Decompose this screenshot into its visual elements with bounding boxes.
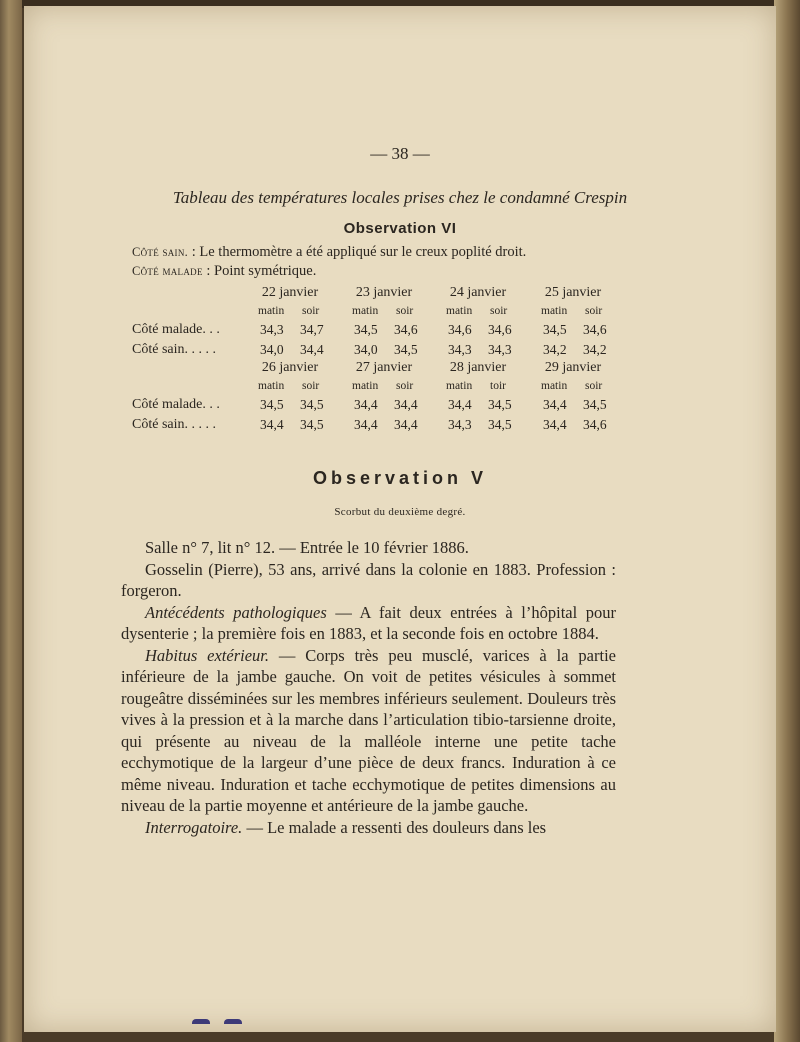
observation-vi-title: Observation VI	[343, 220, 457, 237]
antecedents-text: — A fait deux entrées à l’hôpital pour dysenterie ; la première fois en 1883, et la seconde fois en octobre 1884.	[121, 602, 616, 643]
date-header: 24 janvier	[449, 285, 507, 300]
temperature-value: 34,3	[260, 322, 284, 337]
temperature-value: 34,5	[543, 322, 567, 337]
soir-header: soir	[396, 380, 414, 392]
book-page	[24, 6, 776, 1032]
temperature-value: 34,4	[543, 417, 567, 432]
bottom-ink-marks	[192, 1018, 252, 1024]
habitus-text: — Corps très peu musclé, varices à la partie inférieure de la jambe gauche. On voit de petites vésicules à sommet rougeâtre disséminées sur les membres inférieurs seulement. Douleurs très vives à la pression et à la marche dans l’articulation tibio-tarsienne droite, qui présente au niveau de la malléole interne une petite tache ecchymotique de la largeur d’une pièce de deux francs. Induration à ce même niveau. Induration et tache ecchymotique de petites dimensions au niveau de la partie moyenne et antérieure de la jambe gauche.	[121, 645, 616, 815]
matin-header: matin	[446, 305, 473, 317]
temperature-value: 34,6	[394, 322, 418, 337]
temperature-value: 34,4	[394, 397, 418, 412]
temperature-value: 34,2	[583, 342, 607, 357]
temperature-value: 34,5	[300, 417, 324, 432]
observation-v-subtitle: Scorbut du deuxième degré.	[334, 506, 466, 518]
habitus-label: Habitus extérieur.	[145, 645, 269, 665]
temperature-value: 34,6	[583, 417, 607, 432]
temperature-value: 34,2	[543, 342, 567, 357]
temperature-value: 34,4	[394, 417, 418, 432]
date-header: 28 janvier	[449, 360, 507, 375]
table-title: Tableau des températures locales prises chez le condamné Crespin	[172, 188, 628, 207]
date-header: 23 janvier	[355, 285, 413, 300]
matin-header: matin	[352, 380, 379, 392]
temperature-value: 34,6	[488, 322, 512, 337]
matin-header: matin	[352, 305, 379, 317]
date-header: 26 janvier	[261, 360, 319, 375]
date-header: 29 janvier	[544, 360, 602, 375]
temperature-value: 34,0	[260, 342, 284, 357]
temperature-value: 34,3	[488, 342, 512, 357]
book-binding-right	[774, 0, 800, 1042]
row-label: Côté sain. . . . .	[132, 417, 216, 432]
temperature-value: 34,4	[354, 397, 378, 412]
temperature-value: 34,3	[448, 342, 472, 357]
temperature-value: 34,4	[300, 342, 324, 357]
cote-malade-label: Côté malade	[132, 264, 203, 278]
temperature-value: 34,5	[300, 397, 324, 412]
page-number: — 38 —	[370, 144, 430, 163]
matin-header: matin	[258, 305, 285, 317]
temperature-value: 34,6	[583, 322, 607, 337]
cote-malade-line	[132, 263, 316, 280]
cote-sain-text: : Le thermomètre a été appliqué sur le creux poplité droit.	[191, 244, 527, 260]
temperature-value: 34,4	[260, 417, 284, 432]
date-header: 22 janvier	[261, 285, 319, 300]
paragraph-interrogatoire	[121, 817, 616, 839]
cote-malade-text: : Point symétrique.	[206, 263, 317, 279]
cote-sain-line	[132, 244, 526, 261]
book-binding-left	[0, 0, 22, 1042]
antecedents-label: Antécédents pathologiques	[145, 602, 327, 622]
soir-header: soir	[302, 305, 320, 317]
soir-header: soir	[490, 305, 508, 317]
temperature-value: 34,0	[354, 342, 378, 357]
temperature-value: 34,6	[448, 322, 472, 337]
temperature-value: 34,4	[543, 397, 567, 412]
date-header: 27 janvier	[355, 360, 413, 375]
paragraph-antecedents	[121, 602, 616, 645]
observation-v-body	[121, 537, 616, 838]
row-label: Côté malade. . .	[132, 397, 220, 412]
matin-header: matin	[541, 305, 568, 317]
date-header: 25 janvier	[544, 285, 602, 300]
temperature-value: 34,4	[354, 417, 378, 432]
row-label: Côté malade. . .	[132, 322, 220, 337]
temperature-value: 34,3	[448, 417, 472, 432]
soir-header: soir	[585, 305, 603, 317]
interrogatoire-label: Interrogatoire.	[145, 817, 243, 837]
temperature-value: 34,5	[260, 397, 284, 412]
temperature-value: 34,5	[354, 322, 378, 337]
cote-sain-label: Côté sain.	[132, 245, 189, 259]
soir-header: soir	[396, 305, 414, 317]
temperature-value: 34,4	[448, 397, 472, 412]
soir-header: toir	[490, 380, 506, 392]
paragraph-habitus	[121, 645, 616, 817]
temperature-value: 34,5	[488, 417, 512, 432]
soir-header: soir	[302, 380, 320, 392]
soir-header: soir	[585, 380, 603, 392]
temperature-value: 34,5	[488, 397, 512, 412]
matin-header: matin	[258, 380, 285, 392]
matin-header: matin	[541, 380, 568, 392]
matin-header: matin	[446, 380, 473, 392]
row-label: Côté sain. . . . .	[132, 342, 216, 357]
temperature-value: 34,5	[394, 342, 418, 357]
temperature-value: 34,5	[583, 397, 607, 412]
paragraph-identity: Gosselin (Pierre), 53 ans, arrivé dans la colonie en 1883. Profession : forgeron.	[121, 559, 616, 600]
observation-v-title: Observation V	[312, 468, 488, 488]
interrogatoire-text: — Le malade a ressenti des douleurs dans les	[242, 817, 547, 837]
temperature-value: 34,7	[300, 322, 324, 337]
paragraph-admission: Salle n° 7, lit n° 12. — Entrée le 10 février 1886.	[145, 538, 469, 557]
